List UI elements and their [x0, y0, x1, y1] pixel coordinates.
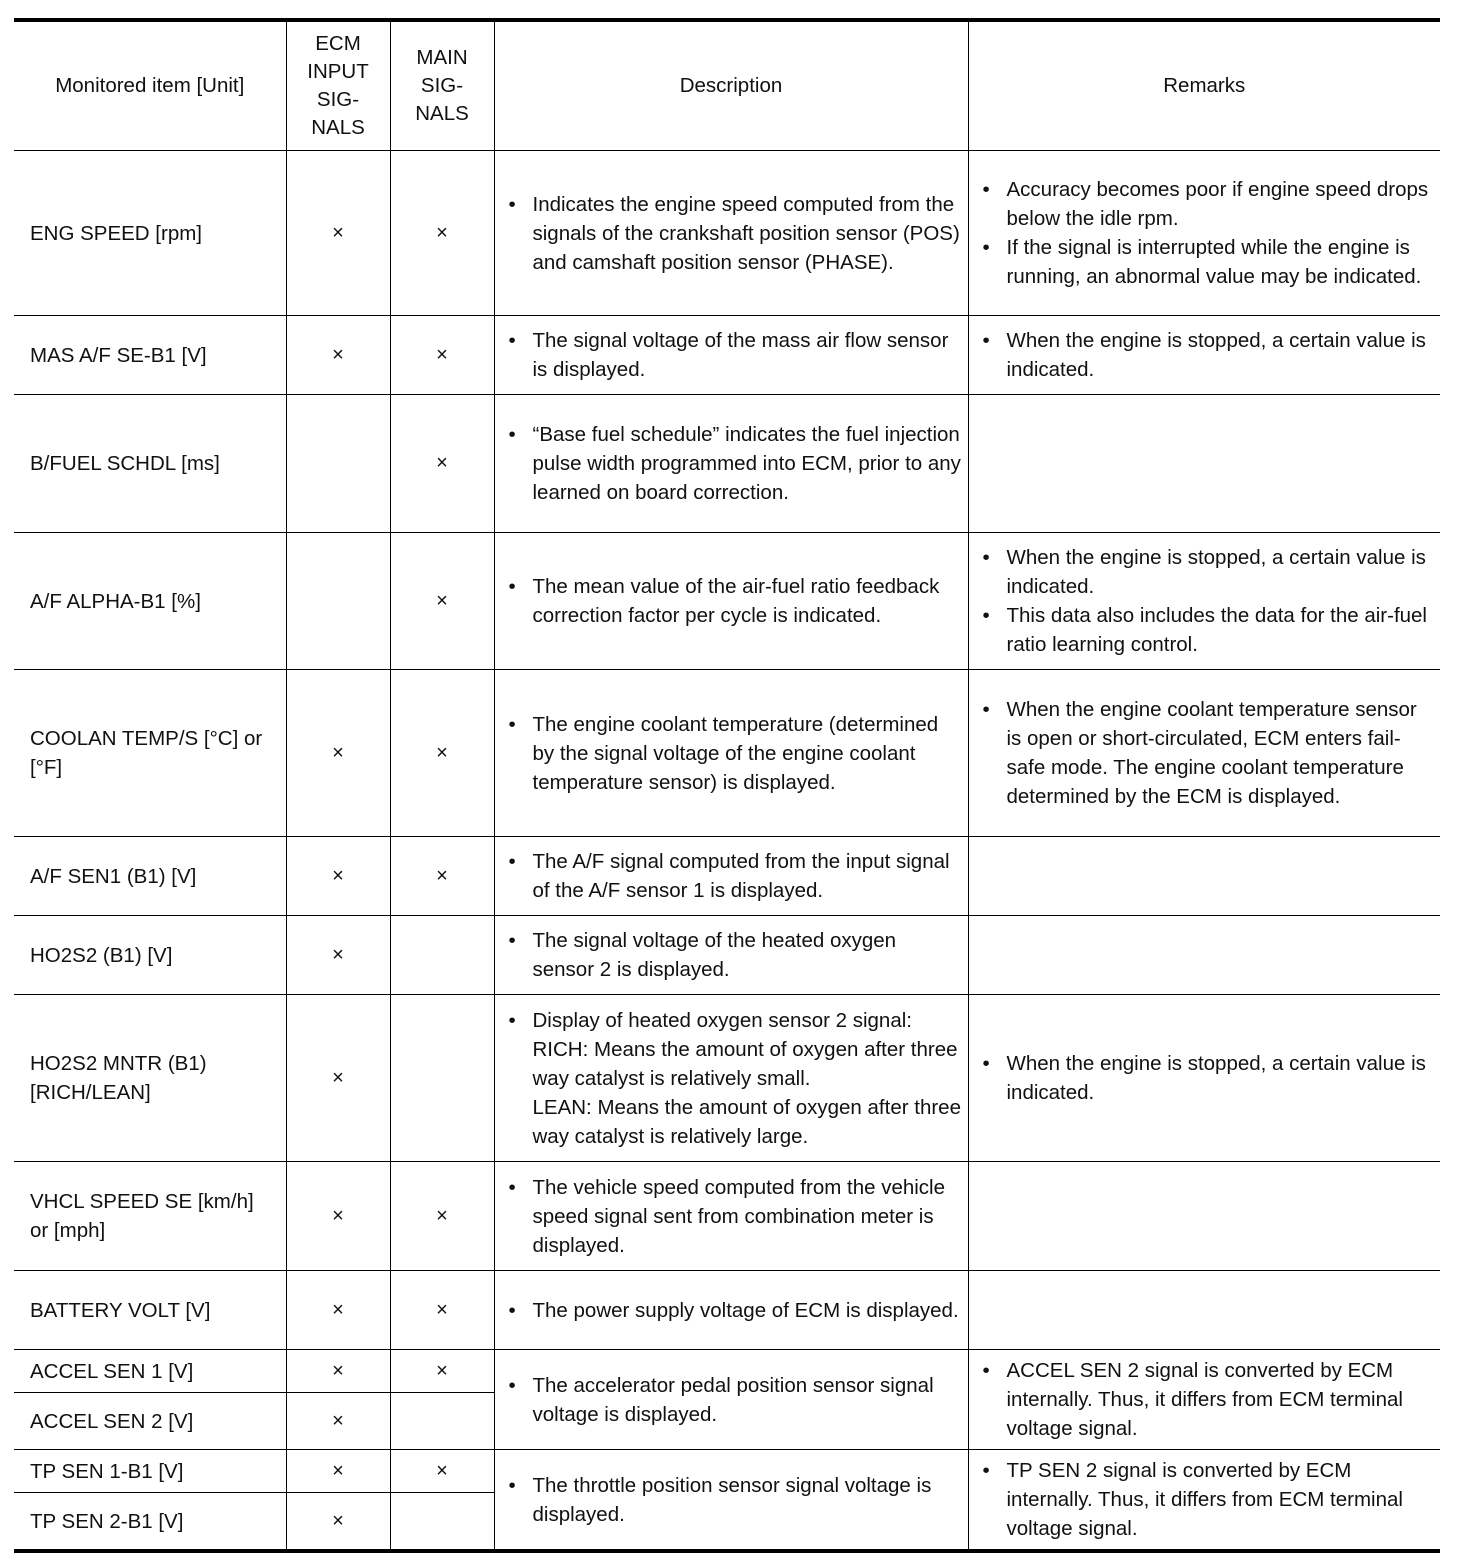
monitored-item-cell: HO2S2 (B1) [V]: [14, 916, 286, 995]
remarks-cell: [968, 1271, 1440, 1350]
ecm-input-mark: ×: [286, 1162, 390, 1271]
main-signals-mark: [390, 1493, 494, 1552]
monitored-item-cell: TP SEN 1-B1 [V]: [14, 1450, 286, 1493]
monitored-item-cell: ACCEL SEN 2 [V]: [14, 1393, 286, 1450]
description-bullet: • The mean value of the air-fuel ratio feedback correction factor per cycle is indicated.: [507, 572, 962, 630]
table-row: [14, 316, 1440, 395]
main-signals-mark: ×: [390, 533, 494, 670]
description-intro: • Display of heated oxygen sensor 2 signal:: [532, 1008, 912, 1032]
description-bullet: [507, 1006, 962, 1151]
monitored-item-cell: B/FUEL SCHDL [ms]: [14, 395, 286, 533]
monitored-item-cell: BATTERY VOLT [V]: [14, 1271, 286, 1350]
main-signals-mark: ×: [390, 395, 494, 533]
remark-bullet: • Accuracy becomes poor if engine speed drops below the idle rpm.: [981, 175, 1435, 233]
header-main-signals-line: NALS: [415, 102, 469, 125]
table-row: [14, 395, 1440, 533]
main-signals-mark: ×: [390, 151, 494, 316]
remarks-cell: [968, 1450, 1440, 1552]
header-monitored-item: Monitored item [Unit]: [14, 20, 286, 151]
table-row: [14, 995, 1440, 1162]
main-signals-mark: ×: [390, 1271, 494, 1350]
monitored-item-cell: TP SEN 2-B1 [V]: [14, 1493, 286, 1552]
remark-bullet: • When the engine is stopped, a certain value is indicated.: [981, 326, 1435, 384]
table-row: [14, 1162, 1440, 1271]
monitored-item-cell: A/F SEN1 (B1) [V]: [14, 837, 286, 916]
description-bullet: • The signal voltage of the mass air flow sensor is displayed.: [507, 326, 962, 384]
remarks-cell: [968, 995, 1440, 1162]
table-row: [14, 1350, 1440, 1393]
description-cell: [494, 1271, 968, 1350]
table-row: [14, 1450, 1440, 1493]
header-main-signals: [390, 20, 494, 151]
header-description: Description: [494, 20, 968, 151]
remark-bullet: • When the engine is stopped, a certain value is indicated.: [981, 1049, 1435, 1107]
ecm-input-mark: ×: [286, 1493, 390, 1552]
description-rich: RICH: Means the amount of oxygen after three way catalyst is relatively small.: [532, 1037, 958, 1090]
header-ecm-input-line: INPUT: [307, 60, 369, 83]
header-main-signals-line: MAIN: [416, 46, 468, 69]
description-cell: [494, 1162, 968, 1271]
description-cell: [494, 1450, 968, 1552]
ecm-input-mark: ×: [286, 916, 390, 995]
table-row: [14, 916, 1440, 995]
description-bullet: • The A/F signal computed from the input signal of the A/F sensor 1 is displayed.: [507, 847, 962, 905]
description-bullet: • The engine coolant temperature (determined by the signal voltage of the engine coolant temperature sensor) is displayed.: [507, 710, 962, 797]
remark-bullet: • TP SEN 2 signal is converted by ECM internally. Thus, it differs from ECM terminal voltage signal.: [981, 1456, 1435, 1543]
remarks-cell: [968, 533, 1440, 670]
monitored-item-cell: ACCEL SEN 1 [V]: [14, 1350, 286, 1393]
description-cell: [494, 151, 968, 316]
main-signals-mark: ×: [390, 1450, 494, 1493]
ecm-input-mark: ×: [286, 1271, 390, 1350]
remark-bullet: • If the signal is interrupted while the engine is running, an abnormal value may be indicated.: [981, 233, 1435, 291]
ecm-input-mark: ×: [286, 1450, 390, 1493]
description-bullet: • “Base fuel schedule” indicates the fuel injection pulse width programmed into ECM, prior to any learned on board correction.: [507, 420, 962, 507]
main-signals-mark: [390, 995, 494, 1162]
remarks-cell: [968, 1350, 1440, 1450]
description-bullet: • The signal voltage of the heated oxygen sensor 2 is displayed.: [507, 926, 962, 984]
main-signals-mark: [390, 1393, 494, 1450]
remarks-cell: [968, 1162, 1440, 1271]
description-cell: [494, 670, 968, 837]
remarks-cell: [968, 316, 1440, 395]
monitored-item-cell: MAS A/F SE-B1 [V]: [14, 316, 286, 395]
description-bullet: • The throttle position sensor signal voltage is displayed.: [507, 1471, 962, 1529]
remarks-cell: [968, 837, 1440, 916]
description-bullet: • The accelerator pedal position sensor signal voltage is displayed.: [507, 1371, 962, 1429]
remark-bullet: • ACCEL SEN 2 signal is converted by ECM internally. Thus, it differs from ECM terminal voltage signal.: [981, 1356, 1435, 1443]
ecm-input-mark: [286, 533, 390, 670]
description-cell: [494, 916, 968, 995]
monitored-item-cell: ENG SPEED [rpm]: [14, 151, 286, 316]
description-cell: [494, 995, 968, 1162]
main-signals-mark: ×: [390, 316, 494, 395]
remark-bullet: • When the engine coolant temperature sensor is open or short-circulated, ECM enters fail-safe mode. The engine coolant temperature determined by the ECM is displayed.: [981, 695, 1435, 811]
remarks-cell: [968, 395, 1440, 533]
main-signals-mark: [390, 916, 494, 995]
monitored-item-cell: COOLAN TEMP/S [°C] or [°F]: [14, 670, 286, 837]
header-remarks: Remarks: [968, 20, 1440, 151]
remark-bullet: • This data also includes the data for the air-fuel ratio learning control.: [981, 601, 1435, 659]
ecm-input-mark: ×: [286, 1393, 390, 1450]
header-ecm-input-signals: [286, 20, 390, 151]
table-row: [14, 670, 1440, 837]
main-signals-mark: ×: [390, 1350, 494, 1393]
ecm-input-mark: ×: [286, 1350, 390, 1393]
description-bullet: • Indicates the engine speed computed from the signals of the crankshaft position sensor (POS) and camshaft position sensor (PHASE).: [507, 190, 962, 277]
description-bullet: • The vehicle speed computed from the vehicle speed signal sent from combination meter is displayed.: [507, 1173, 962, 1260]
header-ecm-input-line: ECM: [315, 32, 361, 55]
ecm-input-mark: ×: [286, 151, 390, 316]
table-row: [14, 151, 1440, 316]
monitor-items-table: [14, 18, 1440, 1553]
remarks-cell: [968, 151, 1440, 316]
ecm-input-mark: ×: [286, 316, 390, 395]
main-signals-mark: ×: [390, 837, 494, 916]
remarks-cell: [968, 916, 1440, 995]
ecm-input-mark: ×: [286, 670, 390, 837]
description-lean: LEAN: Means the amount of oxygen after three way catalyst is relatively large.: [532, 1095, 961, 1148]
main-signals-mark: ×: [390, 670, 494, 837]
monitored-item-cell: VHCL SPEED SE [km/h] or [mph]: [14, 1162, 286, 1271]
ecm-input-mark: ×: [286, 837, 390, 916]
remarks-cell: [968, 670, 1440, 837]
monitored-item-cell: A/F ALPHA-B1 [%]: [14, 533, 286, 670]
description-cell: [494, 837, 968, 916]
header-ecm-input-line: SIG-: [316, 88, 360, 111]
description-cell: [494, 316, 968, 395]
description-cell: [494, 533, 968, 670]
header-main-signals-line: SIG-: [420, 74, 464, 97]
monitored-item-cell: HO2S2 MNTR (B1) [RICH/LEAN]: [14, 995, 286, 1162]
ecm-input-mark: [286, 395, 390, 533]
table-row: [14, 1271, 1440, 1350]
header-ecm-input-line: NALS: [311, 116, 365, 139]
main-signals-mark: ×: [390, 1162, 494, 1271]
remark-bullet: • When the engine is stopped, a certain value is indicated.: [981, 543, 1435, 601]
description-cell: [494, 395, 968, 533]
table-row: [14, 837, 1440, 916]
table-header-row: [14, 20, 1440, 151]
table-row: [14, 533, 1440, 670]
description-bullet: • The power supply voltage of ECM is displayed.: [507, 1296, 962, 1325]
ecm-input-mark: ×: [286, 995, 390, 1162]
description-cell: [494, 1350, 968, 1450]
